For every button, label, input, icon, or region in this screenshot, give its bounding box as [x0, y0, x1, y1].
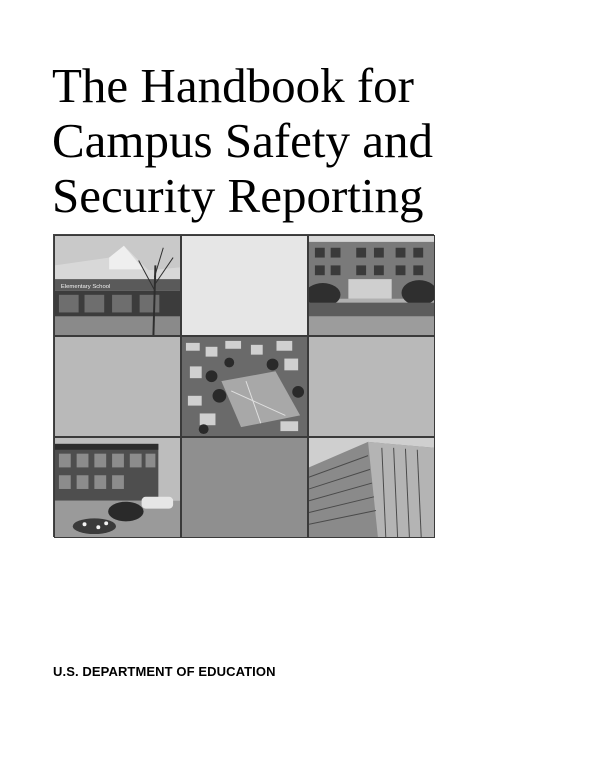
modern-building-photo: [54, 437, 181, 538]
aerial-campus-photo: [181, 336, 308, 437]
document-title: [52, 58, 572, 223]
school-sign-text: Elementary School: [60, 283, 111, 290]
plain-mid-panel-right: [308, 336, 435, 437]
plain-light-panel: [181, 235, 308, 336]
campus-building-photo: [308, 235, 435, 336]
school-building-photo: [54, 235, 181, 336]
plain-mid-panel-left: [54, 336, 181, 437]
title-line-2: Campus Safety and: [52, 113, 434, 168]
highrise-building-photo: [308, 437, 435, 538]
title-line-3: Security Reporting: [52, 168, 424, 223]
title-line-1: The Handbook for: [52, 58, 414, 113]
publisher-name: U.S. DEPARTMENT OF EDUCATION: [53, 664, 276, 679]
plain-dark-panel: [181, 437, 308, 538]
photo-collage: [53, 234, 434, 537]
